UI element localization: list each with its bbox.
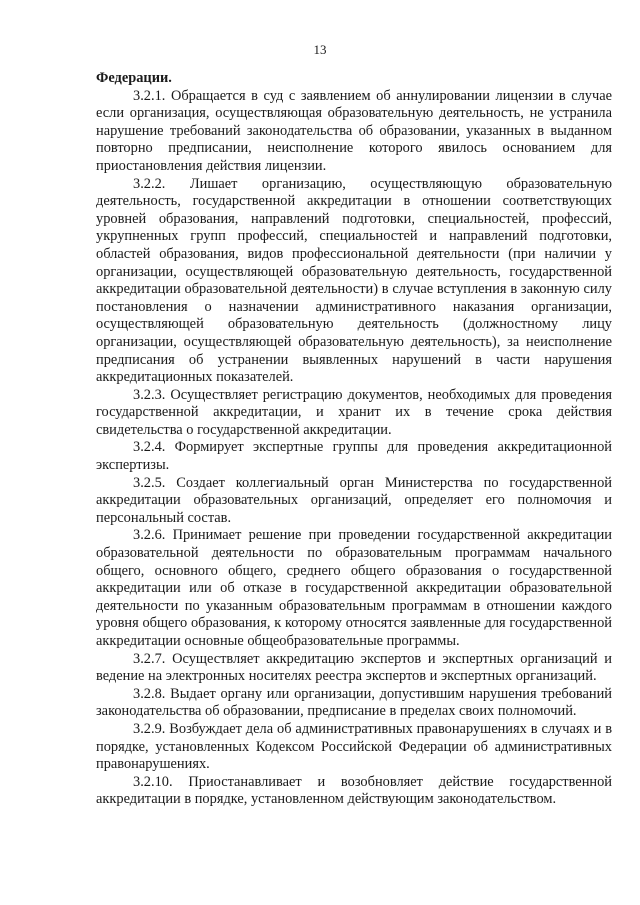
paragraph-3-2-8: 3.2.8. Выдает органу или организации, допустившим нарушения требований законодательства об образовании, предписание в пределах своих полномочий. (96, 685, 612, 720)
paragraph-3-2-6: 3.2.6. Принимает решение при проведении государственной аккредитации образовательной деятельности по образовательным программам начального общего, основного общего, среднего общего образования о государственной аккредитации или об отказе в государственной аккредитации образовательной деятельности по указанным образовательным программам в отношении каждого уровня общего образования, к которому относятся заявленные для государственной аккредитации основные общеобразовательные программы. (96, 527, 612, 649)
paragraph-3-2-4: 3.2.4. Формирует экспертные группы для проведения аккредитационной экспертизы. (96, 439, 612, 474)
paragraph-3-2-3: 3.2.3. Осуществляет регистрацию документов, необходимых для проведения государственной аккредитации, и хранит их в течение срока действия свидетельства о государственной аккредитации. (96, 386, 612, 438)
document-body (96, 70, 612, 809)
heading-fragment: Федерации. (96, 70, 172, 86)
paragraph-3-2-2: 3.2.2. Лишает организацию, осуществляющую образовательную деятельность, государственной аккредитации в отношении соответствующих уровней образования, направлений подготовки, специальностей, профессий, укрупненных групп профессий, специальностей и направлений подготовки, областей образования, видов профессиональной деятельности (при наличии у организации, осуществляющей образовательную деятельность, государственной аккредитации образовательной деятельности) в случае вступления в законную силу постановления о назначении административного наказания организации, осуществляющей образовательную деятельность (должностному лицу организации, осуществляющей образовательную деятельность), за неисполнение предписания об устранении выявленных нарушений в части нарушения аккредитационных показателей. (96, 175, 612, 386)
paragraph-3-2-9: 3.2.9. Возбуждает дела об административных правонарушениях в случаях и в порядке, установленных Кодексом Российской Федерации об административных правонарушениях. (96, 720, 612, 773)
page-number: 13 (313, 42, 327, 57)
paragraph-3-2-10: 3.2.10. Приостанавливает и возобновляет действие государственной аккредитации в порядке, установленном действующим законодательством. (96, 773, 612, 808)
paragraph-3-2-7: 3.2.7. Осуществляет аккредитацию экспертов и экспертных организаций и ведение на электронных носителях реестра экспертов и экспертных организаций. (96, 650, 612, 685)
paragraph-3-2-1: 3.2.1. Обращается в суд с заявлением об аннулировании лицензии в случае если организация, осуществляющая образовательную деятельность, не устранила нарушение требований законодательства об образовании, указанных в выданном повторно предписании, неисполнение которого явилось основанием для приостановления действия лицензии. (96, 87, 612, 174)
paragraph-3-2-5: 3.2.5. Создает коллегиальный орган Министерства по государственной аккредитации образовательных организаций, определяет его полномочия и персональный состав. (96, 474, 612, 526)
